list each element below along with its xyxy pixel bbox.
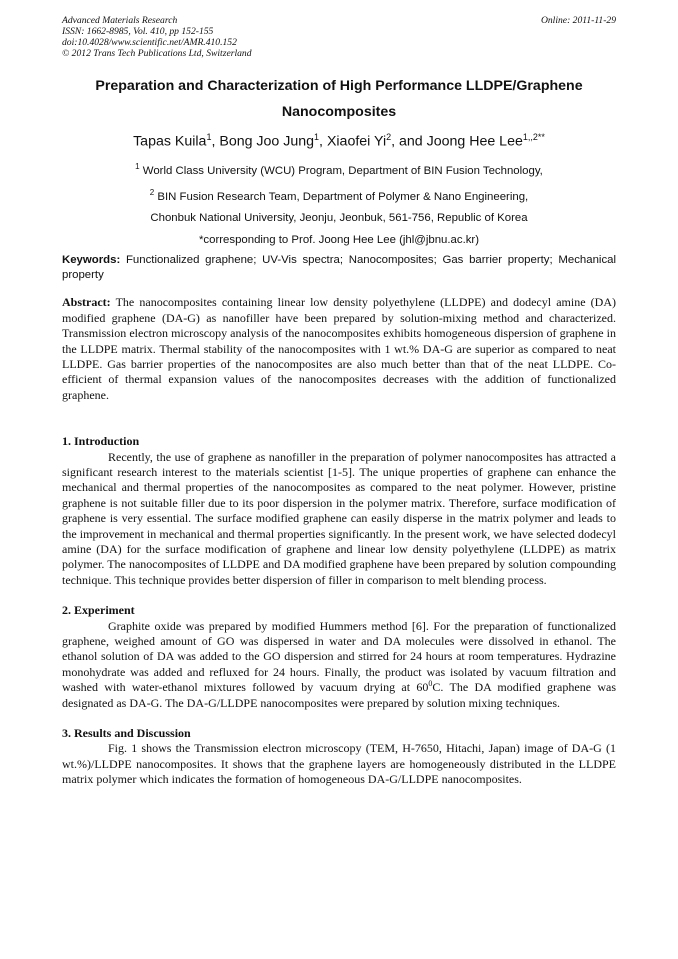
journal-info (62, 15, 482, 59)
author-separator: , (319, 133, 327, 150)
affiliation-text: BIN Fusion Research Team, Department of Polymer & Nano Engineering, (157, 190, 529, 203)
paragraph-text: Graphite oxide was prepared by modified Hummers method [6]. For the preparation of functionalized graphene, weighed amount of GO was dispersed in water and DA molecules were dissolved in ethanol. The ethanol solution of DA was added to the GO dispersion and stirred for 24 hours at room temperatures. Hydrazine monohydrate was added and refluxed for 24 hours. Finally, the product was isolated by vacuum filtration and washed with water-ethanol mixtures followed by vacuum drying at 60 (62, 618, 616, 695)
keywords (62, 253, 616, 283)
journal-header (62, 0, 616, 59)
section-paragraph (62, 619, 616, 711)
author-name: Joong Hee Lee (426, 133, 523, 150)
journal-name: Advanced Materials Research (62, 15, 178, 26)
keywords-label: Keywords: (62, 254, 121, 267)
section-heading: 2. Experiment (62, 603, 135, 618)
abstract-label: Abstract: (62, 295, 111, 310)
author-separator: , (211, 133, 220, 150)
affiliation-2-line2: Chonbuk National University, Jeonju, Jeonbuk, 561-756, Republic of Korea (150, 212, 528, 225)
abstract-text: The nanocomposites containing linear low density polyethylene (LLDPE) and dodecyl amine (DA) modified graphene (DA-G) as nanofiller have been prepared by solution-mixing method and characterized. Transmission electron microscopy analysis of the nanocomposites exhibits homogeneous dispersion of graphene in the LLDPE matrix. Thermal stability of the nanocomposites with 1 wt.% DA-G are superior as compared to neat LLDPE. Gas barrier properties of the nanocomposites are also much better than that of the neat LLDPE. Co-efficient of thermal expansion values of the nanocomposites decreases with the addition of functionalized graphene. (62, 295, 616, 402)
degree-mark: 0 (428, 679, 433, 689)
journal-copyright: © 2012 Trans Tech Publications Ltd, Switzerland (62, 48, 252, 59)
corresponding-author: *corresponding to Prof. Joong Hee Lee (jhl@jbnu.ac.kr) (198, 234, 480, 247)
online-date: Online: 2011-11-29 (540, 15, 616, 26)
affiliation-2 (62, 182, 616, 208)
journal-doi: doi:10.4028/www.scientific.net/AMR.410.152 (62, 37, 237, 48)
section-results (62, 726, 616, 788)
author-affil-mark: 2 (386, 132, 392, 142)
affiliation-text: World Class University (WCU) Program, Department of BIN Fusion Technology, (142, 164, 543, 177)
author-affil-mark: 1 (206, 132, 212, 142)
section-experiment (62, 603, 616, 711)
author-list (62, 127, 616, 152)
author-affil-mark: 1,,2** (522, 132, 545, 142)
author-name: Tapas Kuila (133, 133, 207, 150)
author-name: Xiaofei Yi (326, 133, 387, 150)
paper-title: Preparation and Characterization of High Performance LLDPE/Graphene Nanocomposites (95, 78, 583, 120)
affiliation-1 (62, 156, 616, 182)
paragraph-text: C. The DA modified graphene was designated as DA-G. The DA-G/LLDPE nanocomposites were prepared by solution mixing techniques. (62, 680, 616, 710)
author-name: Bong Joo Jung (219, 133, 315, 150)
section-paragraph: Fig. 1 shows the Transmission electron microscopy (TEM, H-7650, Hitachi, Japan) image of DA-G (1 wt.%)/LLDPE nanocomposites. It shows that the graphene layers are homogeneously distributed in the LLDPE matrix polymer which indicates the formation of homogeneous DA-G/LLDPE nanocomposites. (62, 741, 616, 787)
author-separator: , and (391, 133, 427, 150)
section-heading: 3. Results and Discussion (62, 726, 191, 741)
section-heading: 1. Introduction (62, 434, 140, 449)
keywords-text: Functionalized graphene; UV-Vis spectra; Nanocomposites; Gas barrier property; Mechanical property (62, 254, 616, 282)
affiliation-mark: 2 (149, 187, 155, 197)
affiliation-mark: 1 (135, 161, 140, 171)
journal-issn: ISSN: 1662-8985, Vol. 410, pp 152-155 (62, 26, 214, 37)
section-introduction (62, 434, 616, 588)
author-affil-mark: 1 (314, 132, 320, 142)
section-paragraph: Recently, the use of graphene as nanofiller in the preparation of polymer nanocomposites has attracted a significant research interest to the materials scientist [1-5]. The unique properties of graphene can enhance the mechanical and thermal properties of the nanocomposites as compared to the neat polymer. However, pristine graphene is not suitable filler due to its poor dispersion in the polymer matrix. Therefore, surface modification of graphene is very essential. The surface modified graphene can easily disperse in the matrix polymer and leads to the improvement in mechanical and thermal properties significantly. In the present work, we have selected dodecyl amine (DA) for the surface modification of graphene and linear low density polyethylene (LLDPE) as matrix polymer. The nanocomposites of LLDPE and DA modified graphene have been prepared by solution compounding technique. This technique provides better dispersion of filler in comparison to melt blending process. (62, 449, 616, 587)
abstract (62, 295, 616, 403)
affiliations (62, 156, 616, 252)
